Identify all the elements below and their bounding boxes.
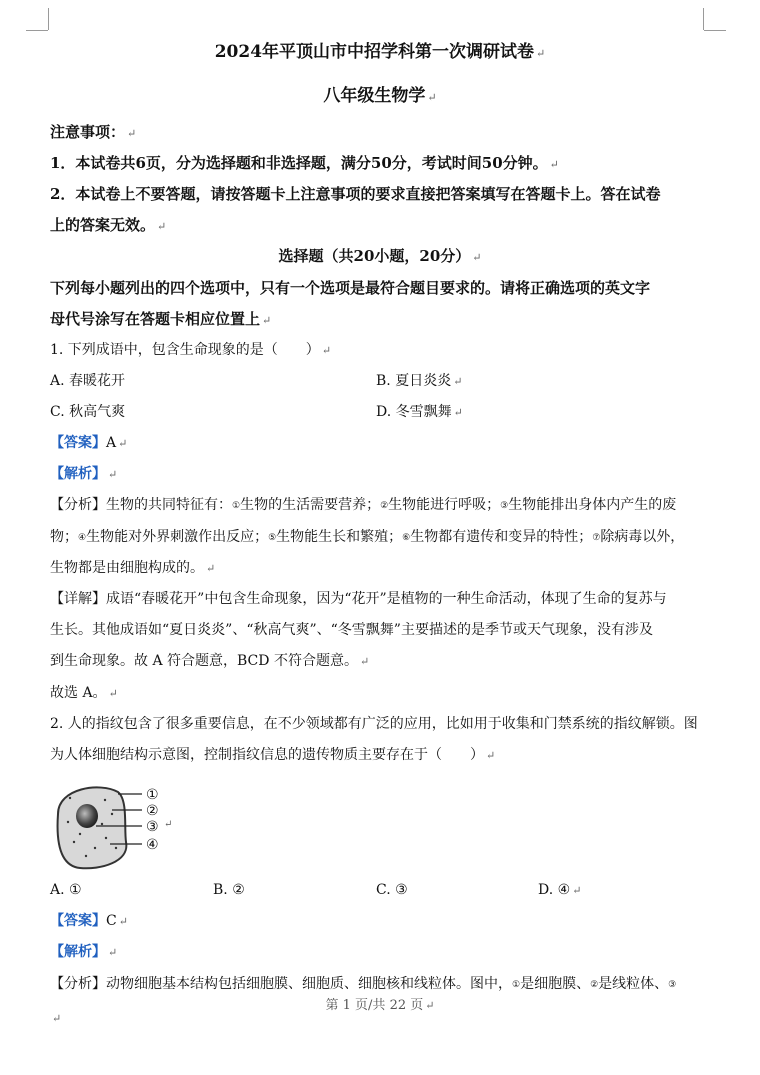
q2-option-d: D. ④ ↵ <box>538 882 582 898</box>
crop-mark-top-right-h <box>704 30 726 31</box>
diagram-label-2: ② <box>146 803 159 819</box>
q2-answer: 【答案】C ↵ <box>50 913 128 929</box>
q2-stem-line-1: 2. 人的指纹包含了很多重要信息，在不少领域都有广泛的应用，比如用于收集和门禁系统的指纹解锁。图 <box>50 716 698 732</box>
q1-fenxi-line-2: 物；④生物能对外界刺激作出反应；⑤生物能生长和繁殖；⑥生物都有遗传和变异的特性；⑦除病毒以外， <box>50 529 685 545</box>
q2-option-c: C. ③ <box>376 882 408 898</box>
notice-item-2-cont: 上的答案无效。 ↵ <box>50 216 167 234</box>
q2-stem-line-2: 为人体细胞结构示意图，控制指纹信息的遗传物质主要存在于（ ） ↵ <box>50 747 496 763</box>
cell-membrane <box>58 787 127 868</box>
cell-diagram <box>50 778 190 874</box>
q1-option-b: B. 夏日炎炎 ↵ <box>376 373 463 389</box>
q2-option-b: B. ② <box>213 882 245 898</box>
q1-detail-line-1: 【详解】成语“春暖花开”中包含生命现象，因为“花开”是植物的一种生命活动，体现了生命的复苏与 <box>50 591 667 607</box>
section-heading: 选择题（共20小题，20分） ↵ <box>278 247 482 265</box>
crop-mark-top-left-h <box>26 30 48 31</box>
q1-answer: 【答案】A ↵ <box>50 435 128 451</box>
cell-nucleus <box>76 804 98 828</box>
q1-option-c: C. 秋高气爽 <box>50 404 126 420</box>
notice-item-1: 1．本试卷共6页，分为选择题和非选择题，满分50分，考试时间50分钟。 ↵ <box>50 154 559 172</box>
section-instructions-cont: 母代号涂写在答题卡相应位置上 ↵ <box>50 310 272 328</box>
q1-analysis-tag: 【解析】 ↵ <box>50 466 118 482</box>
diagram-label-3: ③ <box>146 819 159 835</box>
q1-detail-line-2: 生长。其他成语如“夏日炎炎”、“秋高气爽”、“冬雪飘舞”主要描述的是季节或天气现象，没有涉及 <box>50 622 653 638</box>
q1-option-a: A. 春暖花开 <box>50 373 126 389</box>
page-footer: 第 1 页/共 22 页 ↵ <box>325 998 435 1013</box>
q1-fenxi-line-3: 生物都是由细胞构成的。 ↵ <box>50 560 216 576</box>
q1-detail-line-3: 到生命现象。故 A 符合题意，BCD 不符合题意。 ↵ <box>50 653 370 669</box>
q2-fenxi-line: 【分析】动物细胞基本结构包括细胞膜、细胞质、细胞核和线粒体。图中，①是细胞膜、②是线粒体、③ <box>50 976 677 992</box>
diagram-label-1: ① <box>146 787 159 803</box>
diagram-para-mark: ↵ <box>164 819 173 830</box>
q1-choose: 故选 A。 ↵ <box>50 685 118 701</box>
page-subtitle: 八年级生物学 ↵ <box>323 86 437 106</box>
notice-item-2: 2．本试卷上不要答题，请按答题卡上注意事项的要求直接把答案填写在答题卡上。答在试卷 <box>50 185 661 203</box>
page-title: 2024年平顶山市中招学科第一次调研试卷 ↵ <box>214 42 546 62</box>
end-para-mark: ↵ <box>52 1012 62 1025</box>
q1-option-d: D. 冬雪飘舞 ↵ <box>376 404 463 420</box>
notice-heading: 注意事项： ↵ <box>50 123 137 141</box>
section-instructions: 下列每小题列出的四个选项中，只有一个选项是最符合题目要求的。请将正确选项的英文字 <box>50 279 651 297</box>
q1-stem: 1. 下列成语中，包含生命现象的是（ ） ↵ <box>50 342 332 358</box>
crop-mark-top-right-v <box>703 8 704 30</box>
diagram-label-4: ④ <box>146 837 159 853</box>
q2-option-a: A. ① <box>50 882 82 898</box>
crop-mark-top-left-v <box>48 8 49 30</box>
q2-analysis-tag: 【解析】 ↵ <box>50 944 118 960</box>
q1-fenxi-line-1: 【分析】生物的共同特征有：①生物的生活需要营养；②生物能进行呼吸；③生物能排出身体内产生的废 <box>50 497 677 513</box>
